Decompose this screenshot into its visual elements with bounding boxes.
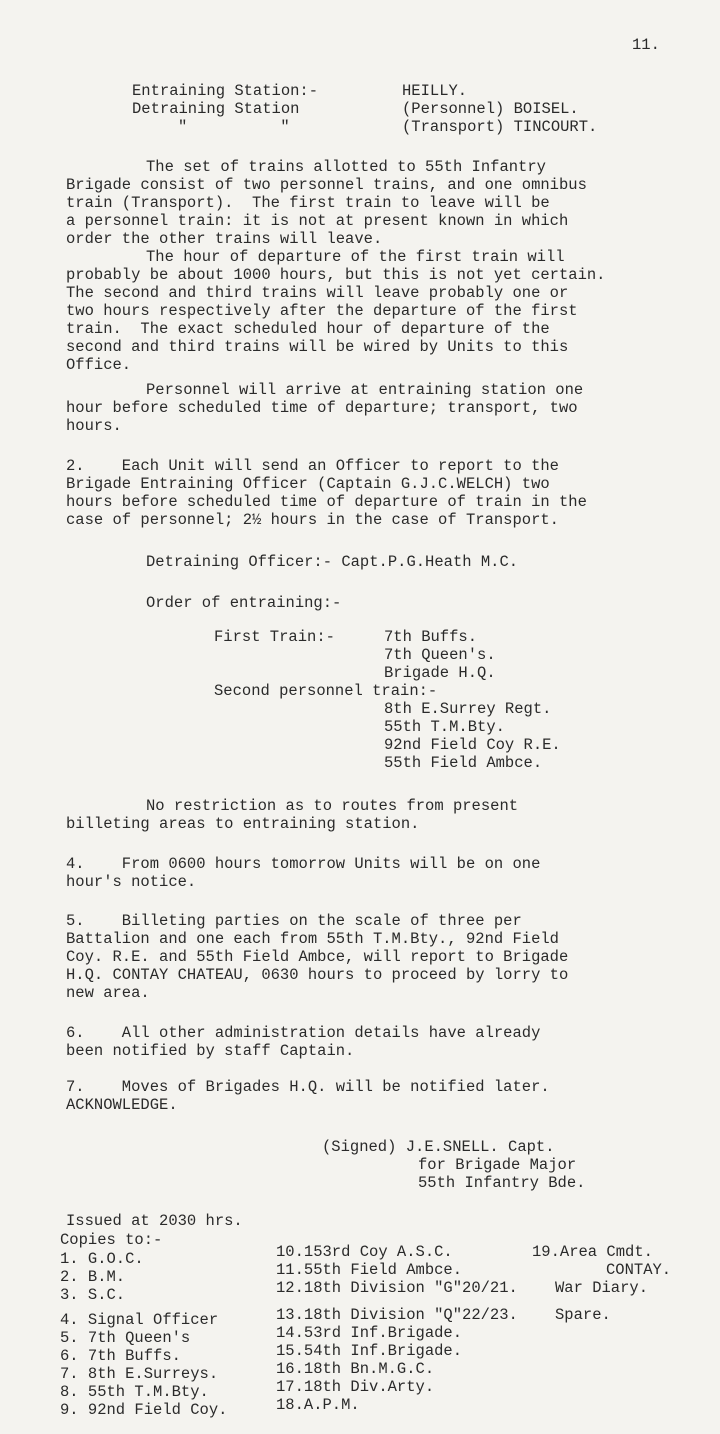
copy-recipient: 12.18th Division "G"20/21.: [276, 1279, 518, 1297]
para1-line: hour before scheduled time of departure; transport, two: [66, 399, 578, 417]
para7-acknowledge: ACKNOWLEDGE.: [66, 1096, 178, 1114]
copy-recipient: 10.153rd Coy A.S.C.: [276, 1243, 453, 1261]
para1-line: probably be about 1000 hours, but this is not yet certain.: [66, 266, 606, 284]
para1-line: second and third trains will be wired by Units to this: [66, 338, 569, 356]
para3-line: No restriction as to routes from present: [146, 797, 519, 815]
copy-recipient: 4. Signal Officer: [60, 1311, 219, 1329]
para1-line: order the other trains will leave.: [66, 230, 383, 248]
second-train-unit: 55th Field Ambce.: [384, 754, 543, 772]
para5-line: Coy. R.E. and 55th Field Ambce, will report to Brigade: [66, 948, 569, 966]
para4-line: hour's notice.: [66, 873, 197, 891]
second-train-unit: 92nd Field Coy R.E.: [384, 736, 561, 754]
copy-recipient: 11.55th Field Ambce.: [276, 1261, 463, 1279]
first-train-unit: 7th Buffs.: [384, 628, 478, 646]
para2-line: 2. Each Unit will send an Officer to report to the: [66, 457, 559, 475]
copy-recipient: 19.Area Cmdt.: [532, 1243, 653, 1261]
copy-recipient: 8. 55th T.M.Bty.: [60, 1383, 209, 1401]
copies-heading: Copies to:-: [60, 1231, 163, 1249]
para1-line: Office.: [66, 356, 132, 374]
second-train-label: Second personnel train:-: [214, 682, 438, 700]
para1-line: a personnel train: it is not at present known in which: [66, 212, 569, 230]
para5-line: new area.: [66, 984, 150, 1002]
second-train-unit: 55th T.M.Bty.: [384, 718, 505, 736]
para5-line: Battalion and one each from 55th T.M.Bty., 92nd Field: [66, 930, 559, 948]
copy-recipient: 1. G.O.C.: [60, 1250, 144, 1268]
para6-line: 6. All other administration details have already: [66, 1024, 541, 1042]
para6-line: been notified by staff Captain.: [66, 1042, 355, 1060]
issued-time: Issued at 2030 hrs.: [66, 1212, 243, 1230]
ditto-marks: " ": [178, 118, 290, 136]
first-train-label: First Train:-: [214, 628, 335, 646]
signature-line: for Brigade Major: [418, 1156, 577, 1174]
copy-recipient: 2. B.M.: [60, 1268, 126, 1286]
copy-recipient: 15.54th Inf.Brigade.: [276, 1342, 463, 1360]
para2-line: Brigade Entraining Officer (Captain G.J.C.WELCH) two: [66, 475, 550, 493]
para1-line: train. The exact scheduled hour of departure of the: [66, 320, 550, 338]
entraining-value: HEILLY.: [402, 82, 468, 100]
para3-line: billeting areas to entraining station.: [66, 815, 420, 833]
copy-recipient: 13.18th Division "Q"22/23.: [276, 1306, 518, 1324]
para2-line: hours before scheduled time of departure of train in the: [66, 493, 587, 511]
copy-recipient: 6. 7th Buffs.: [60, 1347, 181, 1365]
copy-recipient: War Diary.: [555, 1279, 649, 1297]
para1-line: The hour of departure of the first train will: [146, 248, 565, 266]
detraining-transport: (Transport) TINCOURT.: [402, 118, 598, 136]
order-heading: Order of entraining:-: [146, 594, 342, 612]
signature-line: (Signed) J.E.SNELL. Capt.: [322, 1138, 555, 1156]
copy-recipient: 14.53rd Inf.Brigade.: [276, 1324, 463, 1342]
para1-line: Brigade consist of two personnel trains, and one omnibus: [66, 176, 587, 194]
entraining-label: Entraining Station:-: [132, 82, 319, 100]
copy-recipient: 7. 8th E.Surreys.: [60, 1365, 219, 1383]
copy-recipient: 9. 92nd Field Coy.: [60, 1401, 228, 1419]
para1-line: hours.: [66, 417, 122, 435]
signature-line: 55th Infantry Bde.: [418, 1174, 586, 1192]
first-train-unit: 7th Queen's.: [384, 646, 496, 664]
para4-line: 4. From 0600 hours tomorrow Units will be on one: [66, 855, 541, 873]
copy-recipient: CONTAY.: [606, 1261, 672, 1279]
para1-line: Personnel will arrive at entraining station one: [146, 381, 584, 399]
copy-recipient: Spare.: [555, 1306, 611, 1324]
para1-line: train (Transport). The first train to leave will be: [66, 194, 550, 212]
para1-line: The set of trains allotted to 55th Infantry: [146, 158, 546, 176]
para5-line: H.Q. CONTAY CHATEAU, 0630 hours to proceed by lorry to: [66, 966, 569, 984]
copy-recipient: 16.18th Bn.M.G.C.: [276, 1360, 435, 1378]
detraining-personnel: (Personnel) BOISEL.: [402, 100, 579, 118]
para2-line: case of personnel; 2½ hours in the case of Transport.: [66, 511, 559, 529]
second-train-unit: 8th E.Surrey Regt.: [384, 700, 552, 718]
para7-line: 7. Moves of Brigades H.Q. will be notified later.: [66, 1078, 550, 1096]
copy-recipient: 18.A.P.M.: [276, 1396, 360, 1414]
page-number: 11.: [632, 36, 660, 54]
detraining-label: Detraining Station: [132, 100, 300, 118]
detraining-officer: Detraining Officer:- Capt.P.G.Heath M.C.: [146, 553, 519, 571]
copy-recipient: 5. 7th Queen's: [60, 1329, 191, 1347]
para5-line: 5. Billeting parties on the scale of three per: [66, 912, 522, 930]
copy-recipient: 17.18th Div.Arty.: [276, 1378, 435, 1396]
para1-line: The second and third trains will leave probably one or: [66, 284, 569, 302]
copy-recipient: 3. S.C.: [60, 1286, 126, 1304]
para1-line: two hours respectively after the departure of the first: [66, 302, 578, 320]
first-train-unit: Brigade H.Q.: [384, 664, 496, 682]
